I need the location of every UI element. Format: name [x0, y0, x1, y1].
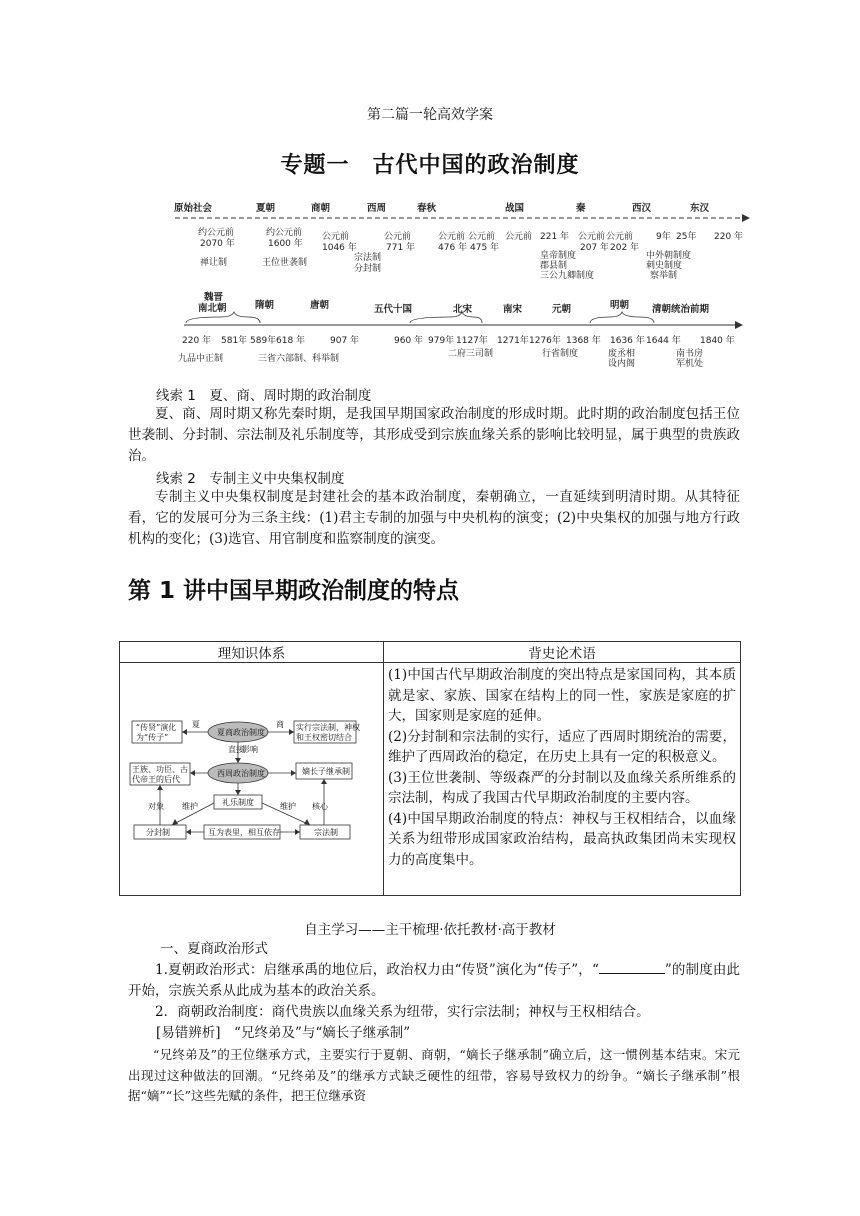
tl1-note: 刺史制度 [646, 261, 683, 271]
svg-text:嫡长子继承制: 嫡长子继承制 [302, 767, 350, 776]
table-head-terms: 背史论术语 [384, 642, 741, 663]
tl1-date: 公元前 [384, 232, 412, 242]
svg-text:宗法制: 宗法制 [314, 828, 338, 837]
tl2-period: 清朝统治前期 [652, 304, 710, 315]
knowledge-table [119, 641, 741, 896]
clue1-body: 夏、商、周时期又称先秦时期，是我国早期国家政治制度的形成时期。此时期的政治制度包括王位世袭制、分封制、宗法制及礼乐制度等，其形成受到宗族血缘关系的影响比较明显，属于典型的贵族政治。 [128, 406, 740, 464]
tl2-period: 北宋 [453, 304, 473, 315]
tl1-date: 1046 年 [322, 243, 357, 253]
tl2-note: 南书房 [676, 349, 704, 359]
tl1-date: 202 年 [610, 243, 640, 253]
tl2-note: 二府三司制 [448, 349, 494, 359]
item1 [128, 960, 740, 1002]
item2: 2．商朝政治制度：商代贵族以血缘关系为纽带，实行宗法制；神权与王权相结合。 [155, 1004, 650, 1020]
tl1-date: 220 年 [714, 232, 744, 242]
tl2-date: 1840 年 [700, 336, 735, 346]
svg-text:实行宗法制，神权: 实行宗法制，神权 [296, 723, 360, 732]
tl1-note: 郡县制 [540, 261, 568, 271]
tl1-period: 战国 [505, 203, 525, 214]
tl1-note: 禅让制 [200, 258, 228, 268]
svg-text:代帝王的后代: 代帝王的后代 [132, 775, 180, 784]
svg-text:维护: 维护 [280, 802, 296, 811]
tl2-date: 589年 [250, 336, 277, 346]
timeline-sui-qing [170, 290, 750, 372]
term-point: (2)分封制和宗法制的实行，适应了西周时期统治的需要，维护了西周政治的稳定，在历史上具有一定的积极意义。 [388, 728, 736, 765]
svg-text:影响: 影响 [242, 745, 258, 754]
tl1-period: 原始社会 [174, 203, 213, 214]
tl1-period: 秦 [576, 203, 586, 214]
svg-text:王族、功臣、古: 王族、功臣、古 [132, 765, 188, 774]
term-point: (4)中国早期政治制度的特点：神权与王权相结合，以血缘关系为纽带形成国家政治结构，最高执政集团尚未实现权力的高度集中。 [388, 810, 736, 868]
lecture-title: 第 1 讲中国早期政治制度的特点 [128, 578, 460, 604]
term-point: (3)王位世袭制、等级森严的分封制以及血缘关系所维系的宗法制，构成了我国古代早期政治制度的主要内容。 [388, 769, 736, 806]
svg-text:为“传子”: 为“传子” [136, 733, 169, 742]
page-header: 第二篇一轮高效学案 [367, 107, 493, 123]
tl2-date: 1636 年 [610, 336, 645, 346]
tl1-period: 东汉 [690, 203, 710, 214]
tl1-note: 皇帝制度 [540, 251, 577, 261]
tl1-date: 221 年 [540, 232, 570, 242]
svg-text:分封制: 分封制 [146, 828, 170, 837]
tl1-date: 771 年 [386, 243, 416, 253]
tl1-date: 2070 年 [200, 239, 235, 249]
svg-text:对象: 对象 [148, 802, 164, 811]
tl2-note: 三省六部制、科举制 [258, 354, 340, 364]
tl2-date: 960 年 [394, 336, 424, 346]
item1-text-a: 1.夏朝政治形式：启继承禹的地位后，政治权力由“传贤”演化为“传子”，“ [155, 962, 599, 978]
tl1-date: 207 年 [580, 243, 610, 253]
svg-text:夏: 夏 [192, 720, 200, 729]
tl1-date: 公元前 [438, 232, 466, 242]
tl1-date: 公元前 [606, 232, 634, 242]
fill-blank[interactable] [599, 960, 665, 974]
tl2-date: 907 年 [330, 336, 360, 346]
svg-text:西周政治制度: 西周政治制度 [217, 769, 265, 778]
tl2-period: 明朝 [610, 300, 630, 311]
svg-text:礼乐制度: 礼乐制度 [222, 798, 254, 807]
tl2-date: 1271年 [497, 336, 529, 346]
tl2-date: 1368 年 [566, 336, 601, 346]
tl1-date: 公元前 [505, 232, 533, 242]
tl2-date: 581年 [221, 336, 248, 346]
tl2-date: 979年 [428, 336, 455, 346]
clue2-title: 线索 2 专制主义中央集权制度 [156, 471, 345, 487]
clue1-title: 线索 1 夏、商、周时期的政治制度 [156, 388, 372, 404]
tl1-period: 西周 [367, 203, 387, 214]
tl1-note: 分封制 [354, 264, 382, 274]
tl2-period: 五代十国 [374, 304, 413, 315]
tl2-note: 设内阁 [608, 359, 636, 369]
svg-text:直接: 直接 [228, 745, 244, 754]
svg-text:核心: 核心 [312, 802, 328, 811]
tl1-note: 三公九卿制度 [540, 271, 595, 281]
item1-text-b: ”的制度由此开始，宗族关系从此成为基本的政治关系。 [128, 962, 740, 999]
svg-text:“传贤”演化: “传贤”演化 [136, 723, 177, 732]
yicuo-body: “兄终弟及”的王位继承方式，主要实行于夏朝、商朝，“嫡长子继承制”确立后，这一惯例基本结束。宋元出现过这种做法的回潮。“兄终弟及”的继承方式缺乏硬性的纽带，容易导致权力的纷争。“嫡长子继承制”根据“嫡”“长”这些先赋的条件，把王位继承资 [128, 1047, 740, 1103]
tl2-date: 1127年 [456, 336, 488, 346]
knowledge-flow-diagram [120, 663, 383, 891]
tl1-date: 1600 年 [268, 239, 303, 249]
tl1-date: 公元前 [578, 232, 606, 242]
tl2-note: 九品中正制 [178, 354, 224, 364]
tl2-note: 废丞相 [608, 349, 636, 359]
tl1-note: 中外朝制度 [646, 251, 692, 261]
tl1-note: 王位世袭制 [262, 258, 308, 268]
yicuo-heading [156, 1023, 736, 1044]
tl2-period: 隋朝 [255, 300, 275, 311]
tl1-date: 475 年 [470, 243, 500, 253]
tl2-note: 行省制度 [542, 349, 579, 359]
clue2-body: 专制主义中央集权制度是封建社会的基本政治制度，秦朝确立，一直延续到明清时期。从其特征看，它的发展可分为三条主线：(1)君主专制的加强与中央机构的演变；(2)中央集权的加强与地方行政机构的变化；(3)选官、用官制度和监察制度的演变。 [128, 489, 740, 547]
svg-text:维护: 维护 [182, 802, 198, 811]
tl1-note: 察举制 [650, 271, 678, 281]
tl1-date: 25年 [676, 232, 697, 242]
tl1-period: 夏朝 [256, 203, 276, 214]
svg-text:商: 商 [276, 720, 284, 729]
tl2-period: 唐朝 [310, 300, 330, 311]
tl1-date: 公元前 [322, 232, 350, 242]
tl1-period: 商朝 [311, 203, 331, 214]
tl1-date: 公元前 [468, 232, 496, 242]
tl1-date: 476 年 [438, 243, 468, 253]
tl2-note: 军机处 [676, 359, 704, 369]
term-point: (1)中国古代早期政治制度的突出特点是家国同构，其本质就是家、家族、国家在结构上的同一性，家族是家庭的扩大，国家则是家庭的延伸。 [388, 667, 736, 724]
knowledge-diagram-cell [120, 663, 384, 896]
topic-title: 专题一 古代中国的政治制度 [280, 153, 580, 178]
terms-cell [384, 663, 741, 896]
svg-text:互为表里，相互依存: 互为表里，相互依存 [208, 828, 280, 837]
yicuo-label: [易错辨析] [156, 1025, 221, 1041]
tl1-date: 约公元前 [266, 228, 303, 238]
tl2-date: 1276年 [529, 336, 561, 346]
tl2-period: 魏晋 [204, 292, 224, 303]
section-heading: 一、夏商政治形式 [160, 941, 268, 957]
tl2-period: 南宋 [503, 304, 523, 315]
tl2-date: 1644 年 [646, 336, 681, 346]
tl1-note: 宗法制 [354, 253, 382, 263]
tl1-period: 春秋 [417, 203, 437, 214]
tl2-date: 220 年 [182, 336, 212, 346]
timeline-qin-han [170, 198, 750, 288]
yicuo-title: “兄终弟及”与“嫡长子继承制” [234, 1025, 411, 1041]
self-study-header: 自主学习——主干梳理·依托教材·高于教材 [304, 922, 556, 938]
svg-text:和王权密切结合: 和王权密切结合 [296, 733, 352, 742]
tl2-date: 618 年 [276, 336, 306, 346]
tl1-period: 西汉 [632, 203, 652, 214]
tl1-date: 9年 [656, 232, 671, 242]
svg-text:夏商政治制度: 夏商政治制度 [217, 728, 265, 737]
tl2-period: 元朝 [552, 304, 572, 315]
table-head-knowledge: 理知识体系 [120, 642, 384, 663]
tl2-period: 南北朝 [198, 303, 227, 314]
tl1-date: 约公元前 [198, 228, 235, 238]
